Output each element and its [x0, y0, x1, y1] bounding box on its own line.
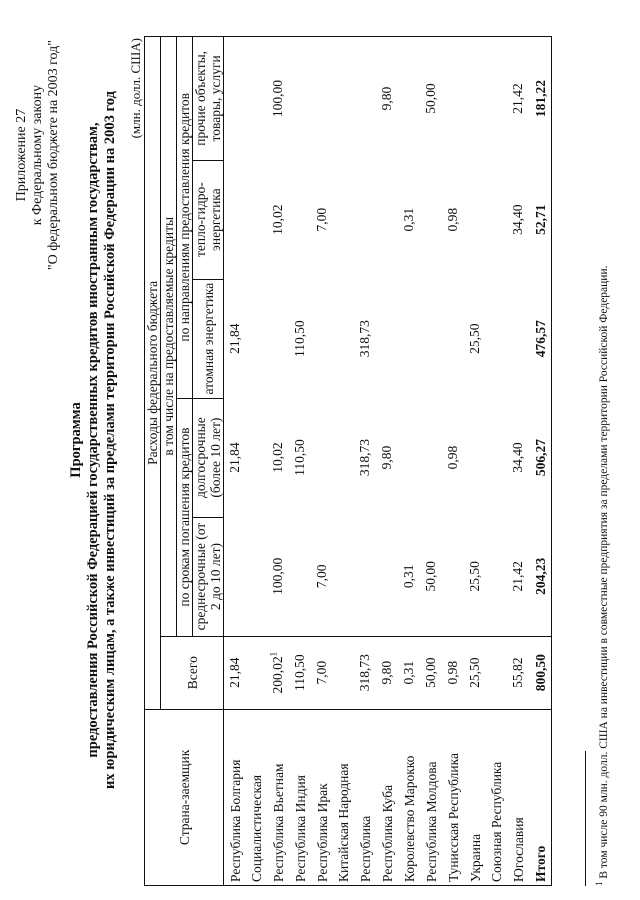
medium-cell — [486, 517, 507, 636]
long-value: 10,02 — [270, 442, 285, 473]
other-cell — [354, 37, 376, 161]
other-cell — [289, 37, 311, 161]
medium-value: 21,42 — [510, 561, 525, 592]
other-cell — [464, 37, 486, 161]
total-value: 800,50 — [533, 654, 548, 692]
thermal-cell — [246, 160, 267, 279]
total-cell — [376, 636, 398, 709]
budget-header: Расходы федерального бюджета — [145, 37, 161, 710]
long-term-header: долгосрочные (более 10 лет) — [193, 398, 224, 517]
table-row — [333, 37, 354, 886]
other-value: 50,00 — [423, 83, 438, 114]
total-cell — [420, 636, 442, 709]
long-cell — [442, 398, 464, 517]
thermal-cell — [507, 160, 531, 279]
total-cell — [267, 636, 289, 709]
medium-value: 50,00 — [423, 561, 438, 592]
credits-table — [144, 36, 552, 886]
medium-term-header: среднесрочные (от 2 до 10 лет) — [193, 517, 224, 636]
medium-cell — [531, 517, 552, 636]
long-value: 0,98 — [445, 445, 460, 470]
thermal-cell — [531, 160, 552, 279]
thermal-cell — [486, 160, 507, 279]
total-value: 318,73 — [357, 654, 372, 692]
total-value: 55,82 — [510, 657, 525, 688]
by-term-header: по срокам погашения кредитов — [177, 398, 193, 636]
table-row — [442, 37, 464, 886]
other-value: 181,22 — [533, 80, 548, 118]
program-title-line3: их юридическим лицам, а также инвестиций за пределами территории Российской Федерации на 2003 год — [102, 91, 118, 789]
medium-cell — [420, 517, 442, 636]
medium-cell — [507, 517, 531, 636]
total-value: 7,00 — [314, 660, 329, 685]
long-value: 506,27 — [533, 439, 548, 477]
total-cell — [486, 636, 507, 709]
thermal-cell — [224, 160, 247, 279]
medium-value: 25,50 — [467, 561, 482, 592]
table-row — [267, 37, 289, 886]
other-cell — [507, 37, 531, 161]
appendix-law-ref: к Федеральному закону — [30, 84, 45, 226]
country-cell: Китайская Народная — [333, 709, 354, 885]
other-cell — [531, 37, 552, 161]
long-value: 318,73 — [357, 439, 372, 477]
long-cell — [376, 398, 398, 517]
country-cell: Республика Вьетнам — [267, 709, 289, 885]
medium-cell — [376, 517, 398, 636]
total-cell — [224, 636, 247, 709]
nuclear-cell — [376, 279, 398, 398]
thermal-cell — [354, 160, 376, 279]
appendix-law-name: "О федеральном бюджете на 2003 год" — [46, 40, 61, 271]
total-cell — [246, 636, 267, 709]
nuclear-value: 476,57 — [533, 320, 548, 358]
nuclear-cell — [486, 279, 507, 398]
nuclear-cell — [442, 279, 464, 398]
total-value: 50,00 — [423, 657, 438, 688]
long-cell — [464, 398, 486, 517]
thermal-value: 0,98 — [445, 207, 460, 232]
country-cell: Социалистическая — [246, 709, 267, 885]
long-cell — [354, 398, 376, 517]
nuclear-header: атомная энергетика — [193, 279, 224, 398]
total-cell — [289, 636, 311, 709]
medium-value: 100,00 — [270, 557, 285, 595]
program-title — [68, 40, 119, 840]
country-cell: Республика Индия — [289, 709, 311, 885]
country-cell: Королевство Марокко — [398, 709, 420, 885]
medium-cell — [354, 517, 376, 636]
table-row — [311, 37, 333, 886]
nuclear-cell — [354, 279, 376, 398]
country-cell: Республика Болгария — [224, 709, 247, 885]
thermal-value: 52,71 — [533, 204, 548, 235]
long-cell — [398, 398, 420, 517]
medium-cell — [464, 517, 486, 636]
nuclear-cell — [224, 279, 247, 398]
appendix-number: Приложение 27 — [14, 108, 29, 202]
thermal-cell — [289, 160, 311, 279]
nuclear-value: 21,84 — [227, 323, 242, 354]
long-cell — [507, 398, 531, 517]
total-cell — [398, 636, 420, 709]
table-row — [289, 37, 311, 886]
long-cell — [267, 398, 289, 517]
medium-value: 204,23 — [533, 557, 548, 595]
total-cell — [531, 636, 552, 709]
thermal-cell — [398, 160, 420, 279]
thermal-value: 34,40 — [510, 204, 525, 235]
footnote-text: В том числе 90 млн. долл. США на инвестиции в совместные предприятия за пределами территории Российской Федерации. — [598, 265, 610, 879]
table-body — [224, 37, 552, 886]
long-cell — [224, 398, 247, 517]
total-value: 9,80 — [379, 660, 394, 685]
thermal-hydro-header: тепло-гидро-энергетика — [193, 160, 224, 279]
long-value: 34,40 — [510, 442, 525, 473]
long-cell — [420, 398, 442, 517]
long-cell — [531, 398, 552, 517]
nuclear-cell — [311, 279, 333, 398]
other-cell — [420, 37, 442, 161]
long-cell — [486, 398, 507, 517]
table-row — [354, 37, 376, 886]
thermal-cell — [311, 160, 333, 279]
thermal-value: 10,02 — [270, 204, 285, 235]
total-value: 0,98 — [445, 660, 460, 685]
table-row — [376, 37, 398, 886]
nuclear-cell — [398, 279, 420, 398]
total-value: 21,84 — [227, 657, 242, 688]
footnote-mark: 1 — [594, 881, 605, 886]
thermal-value: 0,31 — [401, 207, 416, 232]
appendix-header — [14, 40, 62, 270]
nuclear-cell — [267, 279, 289, 398]
nuclear-cell — [531, 279, 552, 398]
other-cell — [333, 37, 354, 161]
program-title-line2: предоставления Российской Федерацией государственных кредитов иностранным государствам, — [85, 122, 101, 758]
country-header: Страна-заемщик — [145, 709, 224, 885]
other-value: 9,80 — [379, 86, 394, 111]
totals-row — [531, 37, 552, 886]
table-row — [464, 37, 486, 886]
nuclear-cell — [420, 279, 442, 398]
other-cell — [442, 37, 464, 161]
footnote-divider — [585, 751, 586, 886]
total-cell — [311, 636, 333, 709]
other-header: прочие объекты, товары, услуги — [193, 37, 224, 161]
country-cell: Республика Ирак — [311, 709, 333, 885]
total-value: 25,50 — [467, 657, 482, 688]
table-row — [398, 37, 420, 886]
thermal-cell — [420, 160, 442, 279]
by-direction-header: по направлениям предоставления кредитов — [177, 37, 193, 399]
table-row — [420, 37, 442, 886]
medium-cell — [246, 517, 267, 636]
thermal-cell — [333, 160, 354, 279]
other-cell — [267, 37, 289, 161]
footnote — [594, 265, 610, 887]
thermal-value: 7,00 — [314, 207, 329, 232]
nuclear-cell — [333, 279, 354, 398]
long-value: 9,80 — [379, 445, 394, 470]
medium-cell — [333, 517, 354, 636]
medium-cell — [442, 517, 464, 636]
nuclear-cell — [507, 279, 531, 398]
table-row — [486, 37, 507, 886]
medium-cell — [267, 517, 289, 636]
total-cell — [507, 636, 531, 709]
long-cell — [333, 398, 354, 517]
total-cell — [442, 636, 464, 709]
country-cell: Республика — [354, 709, 376, 885]
other-cell — [311, 37, 333, 161]
long-cell — [246, 398, 267, 517]
thermal-cell — [442, 160, 464, 279]
other-value: 21,42 — [510, 83, 525, 114]
medium-value: 7,00 — [314, 564, 329, 589]
country-cell: Республика Куба — [376, 709, 398, 885]
country-cell: Югославия — [507, 709, 531, 885]
units-label: (млн. долл. США) — [128, 38, 143, 139]
total-cell — [333, 636, 354, 709]
medium-cell — [398, 517, 420, 636]
country-cell: Республика Молдова — [420, 709, 442, 885]
long-value: 110,50 — [292, 439, 307, 476]
thermal-cell — [464, 160, 486, 279]
long-cell — [289, 398, 311, 517]
nuclear-value: 318,73 — [357, 320, 372, 358]
nuclear-cell — [246, 279, 267, 398]
country-cell: Украина — [464, 709, 486, 885]
country-cell: Союзная Республика — [486, 709, 507, 885]
other-value: 100,00 — [270, 80, 285, 118]
other-cell — [398, 37, 420, 161]
other-cell — [376, 37, 398, 161]
total-value: 200,02 — [270, 656, 285, 694]
medium-cell — [311, 517, 333, 636]
medium-cell — [224, 517, 247, 636]
long-cell — [311, 398, 333, 517]
table-row — [507, 37, 531, 886]
medium-cell — [289, 517, 311, 636]
footnote-ref: 1 — [268, 651, 279, 657]
country-cell: Тунисская Республика — [442, 709, 464, 885]
medium-value: 0,31 — [401, 564, 416, 589]
nuclear-value: 110,50 — [292, 320, 307, 357]
table-row — [246, 37, 267, 886]
total-value: 0,31 — [401, 660, 416, 685]
other-cell — [224, 37, 247, 161]
total-header: Всего — [161, 636, 224, 709]
nuclear-value: 25,50 — [467, 323, 482, 354]
total-value: 110,50 — [292, 654, 307, 691]
totals-label: Итого — [531, 709, 552, 885]
nuclear-cell — [464, 279, 486, 398]
thermal-cell — [376, 160, 398, 279]
thermal-cell — [267, 160, 289, 279]
program-title-line1: Программа — [68, 402, 84, 478]
including-header: в том числе на предоставляемые кредиты — [161, 37, 177, 637]
total-cell — [464, 636, 486, 709]
long-value: 21,84 — [227, 442, 242, 473]
other-cell — [486, 37, 507, 161]
table-row — [224, 37, 247, 886]
total-cell — [354, 636, 376, 709]
other-cell — [246, 37, 267, 161]
nuclear-cell — [289, 279, 311, 398]
